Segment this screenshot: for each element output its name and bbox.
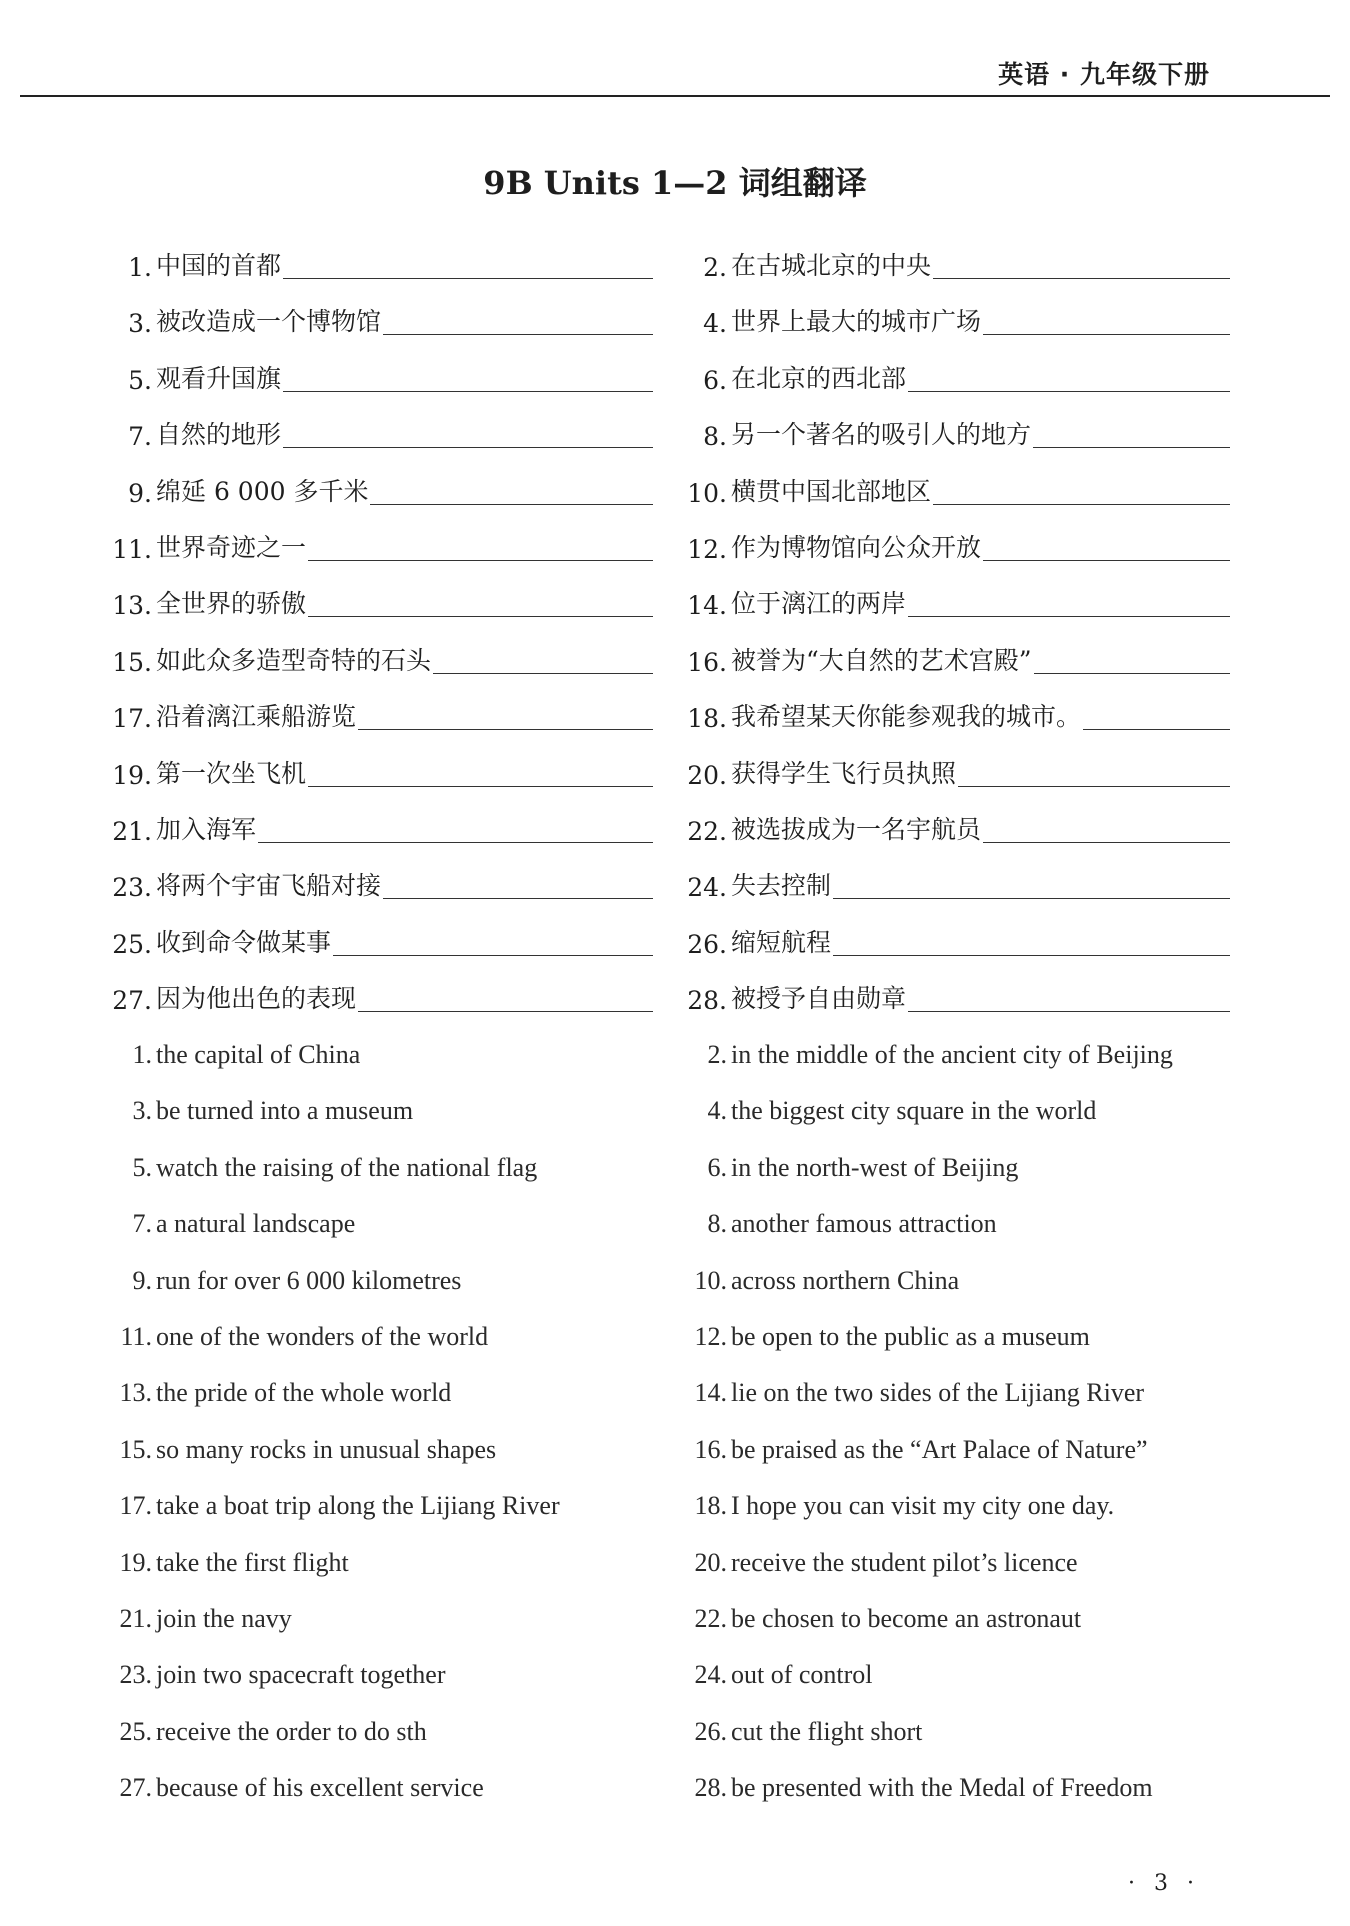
phrase-text: in the north-west of Beijing — [731, 1152, 1019, 1182]
phrase-row — [0, 1086, 1350, 1142]
page-header: 英语 · 九年级下册 — [998, 60, 1210, 89]
item-number: 27. — [112, 986, 152, 1016]
phrase-text: 世界上最大的城市广场 — [731, 307, 982, 337]
phrase-text: be presented with the Medal of Freedom — [731, 1773, 1153, 1803]
phrase-text: be praised as the “Art Palace of Nature” — [731, 1434, 1148, 1464]
phrase-text: lie on the two sides of the Lijiang River — [731, 1378, 1145, 1408]
english-phrase-list — [0, 1030, 1350, 1819]
phrase-item — [683, 1030, 1230, 1070]
phrase-item — [108, 242, 653, 282]
item-number: 21. — [112, 816, 152, 846]
phrase-item — [683, 1199, 1230, 1239]
item-number: 20. — [687, 760, 727, 790]
item-number: 23. — [112, 873, 152, 903]
phrase-item — [108, 693, 653, 733]
phrase-item — [683, 919, 1230, 959]
phrase-text: 在古城北京的中央 — [731, 251, 932, 280]
phrase-row — [0, 1481, 1350, 1537]
phrase-item — [683, 1143, 1230, 1183]
phrase-text: I hope you can visit my city one day. — [731, 1491, 1115, 1521]
phrase-row — [0, 411, 1350, 467]
phrase-row — [0, 1312, 1350, 1368]
phrase-item — [683, 862, 1230, 902]
answer-blank[interactable] — [283, 391, 653, 392]
answer-blank[interactable] — [983, 334, 1230, 335]
answer-blank[interactable] — [383, 898, 653, 899]
phrase-text: 如此众多造型奇特的石头 — [156, 645, 432, 675]
phrase-text: run for over 6 000 kilometres — [156, 1265, 462, 1295]
answer-blank[interactable] — [283, 447, 653, 448]
phrase-row — [0, 1030, 1350, 1086]
phrase-item — [108, 862, 653, 902]
answer-blank[interactable] — [933, 504, 1230, 505]
phrase-text: 绵延 6 000 多千米 — [156, 476, 369, 506]
item-number: 22. — [687, 816, 727, 846]
phrase-text: take the first flight — [156, 1547, 349, 1577]
phrase-text: one of the wonders of the world — [156, 1321, 489, 1351]
phrase-item — [683, 1368, 1230, 1408]
phrase-text: take a boat trip along the Lijiang River — [156, 1491, 560, 1521]
item-number: 4. — [707, 1096, 727, 1126]
phrase-text: be open to the public as a museum — [731, 1321, 1090, 1351]
item-number: 5. — [128, 365, 152, 395]
phrase-row — [0, 637, 1350, 693]
answer-blank[interactable] — [983, 842, 1230, 843]
phrase-item — [108, 1086, 653, 1126]
answer-blank[interactable] — [358, 1011, 653, 1012]
phrase-text: 位于漓江的两岸 — [731, 589, 907, 619]
item-number: 21. — [119, 1603, 152, 1633]
phrase-item — [683, 750, 1230, 790]
phrase-text: 自然的地形 — [156, 420, 282, 450]
phrase-item — [108, 468, 653, 508]
phrase-item — [108, 1030, 653, 1070]
answer-blank[interactable] — [308, 560, 653, 561]
phrase-item — [108, 1707, 653, 1747]
answer-blank[interactable] — [370, 504, 653, 505]
phrase-text: join two spacecraft together — [156, 1660, 446, 1690]
phrase-row — [0, 524, 1350, 580]
phrase-text: in the middle of the ancient city of Beijing — [731, 1040, 1173, 1069]
phrase-item — [108, 411, 653, 451]
phrase-text: 失去控制 — [731, 871, 832, 901]
item-number: 28. — [694, 1773, 727, 1803]
item-number: 11. — [120, 1321, 152, 1351]
item-number: 7. — [132, 1209, 152, 1239]
item-number: 27. — [119, 1773, 152, 1803]
phrase-item — [108, 355, 653, 395]
phrase-item — [108, 1199, 653, 1239]
answer-blank[interactable] — [983, 560, 1230, 561]
phrase-item — [108, 1312, 653, 1352]
phrase-text: watch the raising of the national flag — [156, 1152, 538, 1182]
answer-blank[interactable] — [283, 278, 653, 279]
answer-blank[interactable] — [908, 391, 1230, 392]
phrase-text: 缩短航程 — [731, 927, 832, 957]
phrase-row — [0, 1143, 1350, 1199]
answer-blank[interactable] — [833, 955, 1230, 956]
phrase-item — [683, 468, 1230, 508]
answer-blank[interactable] — [1033, 447, 1230, 448]
phrase-row — [0, 862, 1350, 918]
phrase-text: receive the order to do sth — [156, 1716, 427, 1746]
item-number: 22. — [694, 1603, 727, 1633]
item-number: 10. — [687, 478, 727, 508]
phrase-item — [683, 1481, 1230, 1521]
item-number: 24. — [687, 873, 727, 903]
phrase-item — [683, 1425, 1230, 1465]
item-number: 5. — [132, 1152, 152, 1182]
phrase-text: 观看升国旗 — [156, 363, 282, 393]
phrase-text: 被改造成一个博物馆 — [156, 307, 382, 337]
phrase-item — [683, 1256, 1230, 1296]
phrase-text: 在北京的西北部 — [731, 363, 907, 393]
phrase-item — [108, 1650, 653, 1690]
item-number: 19. — [112, 760, 152, 790]
answer-blank[interactable] — [908, 1011, 1230, 1012]
answer-blank[interactable] — [908, 616, 1230, 617]
phrase-row — [0, 1763, 1350, 1819]
phrase-text: 被誉为“大自然的艺术宫殿” — [731, 645, 1032, 675]
phrase-text: 因为他出色的表现 — [156, 984, 357, 1014]
phrase-text: 获得学生飞行员执照 — [731, 758, 957, 788]
phrase-item — [683, 1763, 1230, 1803]
item-number: 2. — [707, 1040, 727, 1069]
phrase-row — [0, 1199, 1350, 1255]
phrase-text: the pride of the whole world — [156, 1378, 452, 1408]
phrase-item — [108, 298, 653, 338]
answer-blank[interactable] — [933, 278, 1230, 279]
item-number: 17. — [119, 1491, 152, 1521]
answer-blank[interactable] — [958, 786, 1230, 787]
phrase-item — [683, 298, 1230, 338]
phrase-text: 加入海军 — [156, 814, 257, 844]
item-number: 3. — [132, 1096, 152, 1126]
item-number: 16. — [687, 647, 727, 677]
phrase-item — [683, 637, 1230, 677]
phrase-text: across northern China — [731, 1265, 960, 1295]
phrase-item — [108, 1143, 653, 1183]
item-number: 3. — [128, 309, 152, 339]
item-number: 8. — [707, 1209, 727, 1239]
item-number: 14. — [694, 1378, 727, 1408]
phrase-text: 被选拔成为一名宇航员 — [731, 814, 982, 844]
page-number: · 3 · — [1128, 1871, 1200, 1896]
answer-blank[interactable] — [308, 616, 653, 617]
phrase-row — [0, 1425, 1350, 1481]
phrase-text: out of control — [731, 1660, 873, 1690]
header-divider — [20, 95, 1330, 97]
phrase-row — [0, 750, 1350, 806]
item-number: 13. — [112, 591, 152, 621]
phrase-item — [683, 975, 1230, 1015]
phrase-row — [0, 1594, 1350, 1650]
phrase-text: 收到命令做某事 — [156, 927, 332, 957]
item-number: 9. — [128, 478, 152, 508]
item-number: 6. — [703, 365, 727, 395]
phrase-item — [683, 524, 1230, 564]
answer-blank[interactable] — [1034, 673, 1230, 674]
phrase-item — [108, 1425, 653, 1465]
item-number: 25. — [112, 929, 152, 959]
answer-blank[interactable] — [258, 842, 653, 843]
item-number: 20. — [694, 1547, 727, 1577]
answer-blank[interactable] — [358, 729, 653, 730]
item-number: 15. — [119, 1434, 152, 1464]
phrase-item — [108, 975, 653, 1015]
phrase-text: be chosen to become an astronaut — [731, 1603, 1082, 1633]
item-number: 26. — [694, 1716, 727, 1746]
item-number: 18. — [694, 1491, 727, 1521]
phrase-text: 全世界的骄傲 — [156, 589, 307, 619]
phrase-item — [108, 524, 653, 564]
phrase-row — [0, 242, 1350, 298]
item-number: 26. — [687, 929, 727, 959]
phrase-row — [0, 580, 1350, 636]
phrase-text: because of his excellent service — [156, 1773, 484, 1803]
phrase-text: cut the flight short — [731, 1716, 923, 1746]
item-number: 24. — [694, 1660, 727, 1690]
phrase-item — [108, 750, 653, 790]
phrase-item — [108, 1256, 653, 1296]
phrase-item — [683, 806, 1230, 846]
phrase-text: the biggest city square in the world — [731, 1096, 1097, 1126]
phrase-text: 作为博物馆向公众开放 — [731, 532, 982, 562]
phrase-item — [108, 580, 653, 620]
item-number: 12. — [694, 1321, 727, 1351]
item-number: 12. — [687, 534, 727, 564]
phrase-item — [108, 1481, 653, 1521]
item-number: 2. — [703, 253, 727, 282]
phrase-item — [108, 919, 653, 959]
phrase-row — [0, 355, 1350, 411]
phrase-text: be turned into a museum — [156, 1096, 414, 1126]
answer-blank[interactable] — [333, 955, 653, 956]
item-number: 25. — [119, 1716, 152, 1746]
phrase-row — [0, 1650, 1350, 1706]
phrase-text: the capital of China — [156, 1040, 361, 1069]
item-number: 1. — [128, 253, 152, 282]
answer-blank[interactable] — [1083, 729, 1230, 730]
answer-blank[interactable] — [383, 334, 653, 335]
phrase-text: 第一次坐飞机 — [156, 758, 307, 788]
phrase-text: 世界奇迹之一 — [156, 532, 307, 562]
phrase-row — [0, 1368, 1350, 1424]
phrase-row — [0, 693, 1350, 749]
chinese-phrase-list — [0, 242, 1350, 1031]
phrase-item — [683, 1707, 1230, 1747]
phrase-item — [683, 1650, 1230, 1690]
phrase-item — [108, 637, 653, 677]
phrase-item — [108, 806, 653, 846]
item-number: 19. — [119, 1547, 152, 1577]
phrase-row — [0, 468, 1350, 524]
item-number: 17. — [112, 704, 152, 734]
item-number: 1. — [132, 1040, 152, 1069]
phrase-item — [683, 1086, 1230, 1126]
phrase-item — [108, 1594, 653, 1634]
item-number: 8. — [703, 422, 727, 452]
phrase-item — [683, 580, 1230, 620]
phrase-text: 将两个宇宙飞船对接 — [156, 871, 382, 901]
phrase-text: so many rocks in unusual shapes — [156, 1434, 497, 1464]
phrase-row — [0, 1538, 1350, 1594]
answer-blank[interactable] — [433, 673, 653, 674]
item-number: 23. — [119, 1660, 152, 1690]
phrase-text: 我希望某天你能参观我的城市。 — [731, 702, 1082, 732]
item-number: 7. — [128, 422, 152, 452]
item-number: 11. — [112, 534, 152, 564]
phrase-text: 另一个著名的吸引人的地方 — [731, 420, 1032, 450]
phrase-item — [108, 1368, 653, 1408]
phrase-text: 沿着漓江乘船游览 — [156, 702, 357, 732]
phrase-row — [0, 919, 1350, 975]
phrase-row — [0, 1707, 1350, 1763]
phrase-text: 被授予自由勋章 — [731, 984, 907, 1014]
item-number: 9. — [132, 1265, 152, 1295]
phrase-item — [683, 242, 1230, 282]
phrase-text: another famous attraction — [731, 1209, 997, 1239]
phrase-item — [108, 1763, 653, 1803]
phrase-item — [683, 1312, 1230, 1352]
item-number: 4. — [703, 309, 727, 339]
phrase-row — [0, 298, 1350, 354]
phrase-item — [683, 355, 1230, 395]
phrase-row — [0, 975, 1350, 1031]
phrase-item — [683, 1594, 1230, 1634]
phrase-text: 中国的首都 — [156, 251, 282, 280]
phrase-text: receive the student pilot’s licence — [731, 1547, 1078, 1577]
phrase-item — [108, 1538, 653, 1578]
item-number: 14. — [687, 591, 727, 621]
phrase-text: join the navy — [156, 1603, 292, 1633]
page-title: 9B Units 1—2 词组翻译 — [483, 164, 867, 202]
phrase-row — [0, 806, 1350, 862]
answer-blank[interactable] — [833, 898, 1230, 899]
item-number: 16. — [694, 1434, 727, 1464]
phrase-item — [683, 693, 1230, 733]
phrase-text: a natural landscape — [156, 1209, 356, 1239]
phrase-item — [683, 411, 1230, 451]
item-number: 15. — [112, 647, 152, 677]
item-number: 13. — [119, 1378, 152, 1408]
answer-blank[interactable] — [308, 786, 653, 787]
item-number: 6. — [707, 1152, 727, 1182]
phrase-text: 横贯中国北部地区 — [731, 476, 932, 506]
item-number: 10. — [694, 1265, 727, 1295]
item-number: 18. — [687, 704, 727, 734]
phrase-row — [0, 1256, 1350, 1312]
phrase-item — [683, 1538, 1230, 1578]
item-number: 28. — [687, 986, 727, 1016]
